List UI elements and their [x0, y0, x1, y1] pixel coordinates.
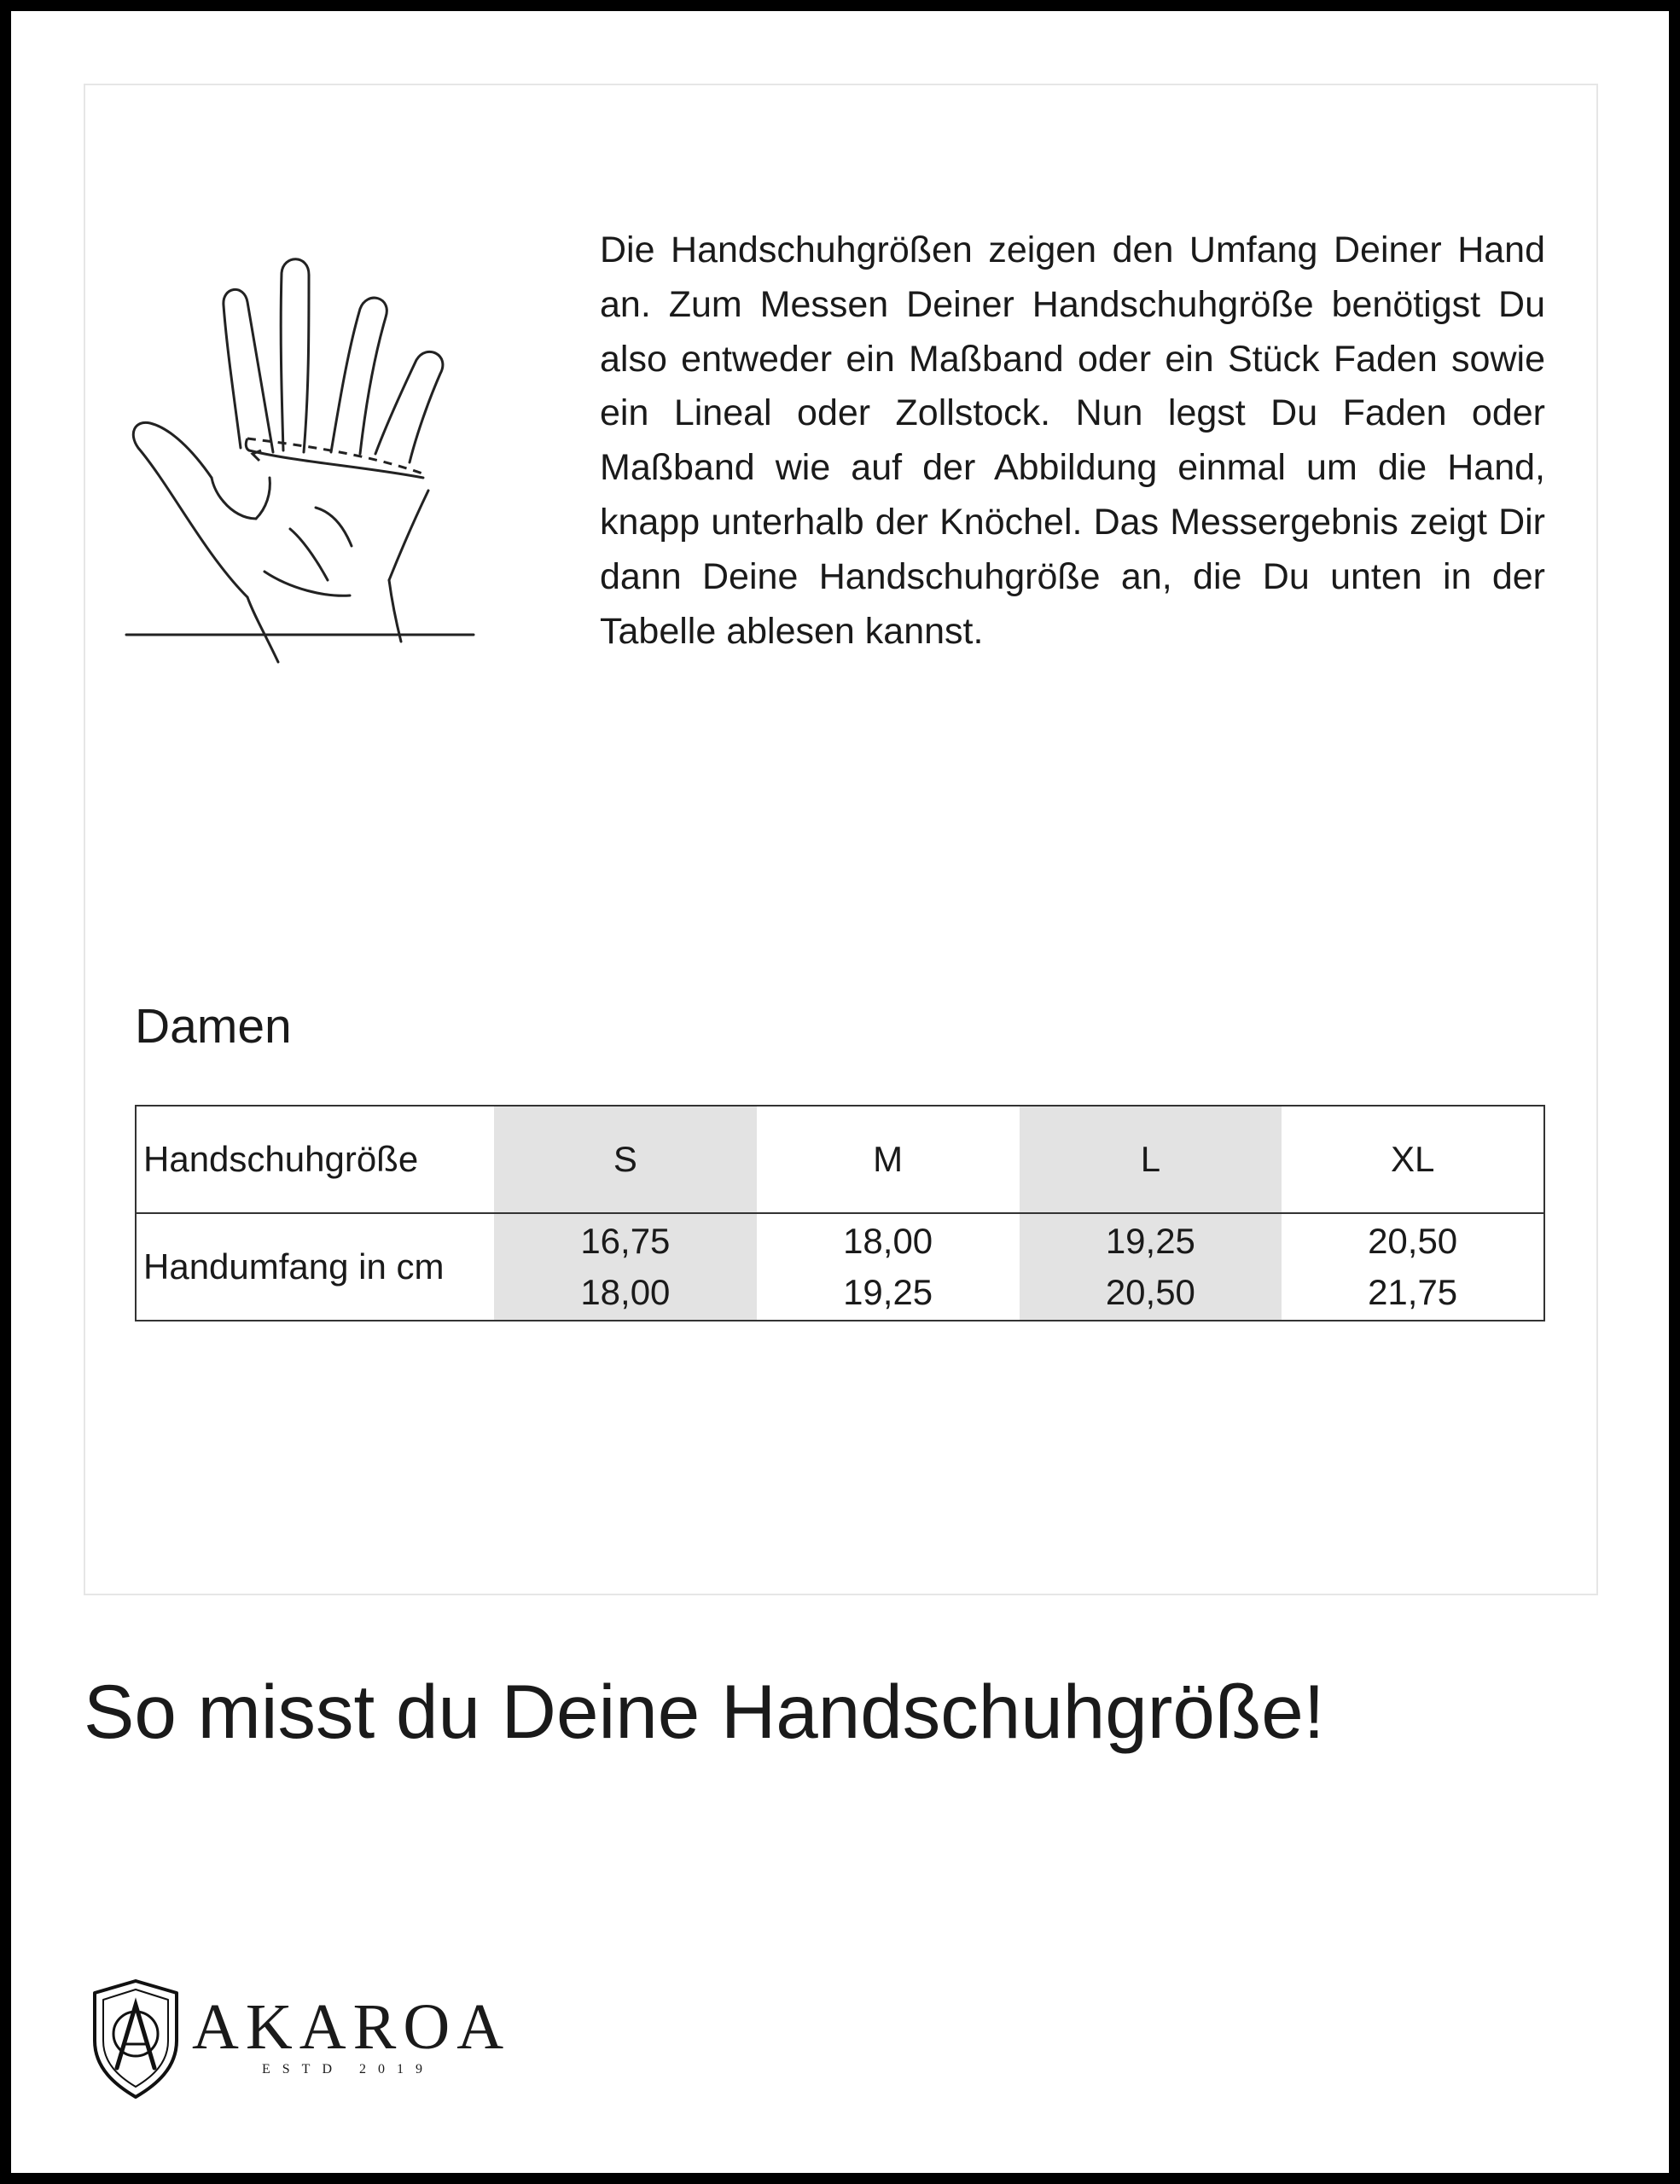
range-min: 20,50: [1368, 1221, 1458, 1261]
brand-estd: ESTD 2019: [262, 2062, 434, 2077]
size-cell: S: [494, 1106, 757, 1213]
section-title: Damen: [135, 999, 292, 1054]
size-table: [135, 1105, 1545, 1321]
range-min: 18,00: [843, 1221, 933, 1261]
size-cell: L: [1020, 1106, 1282, 1213]
headline: So misst du Deine Handschuhgröße!: [84, 1669, 1325, 1754]
brand-name: AKAROA: [192, 1991, 511, 2063]
table-row: [136, 1213, 1544, 1321]
size-cell: M: [757, 1106, 1020, 1213]
range-max: 19,25: [843, 1272, 933, 1312]
range-cell: [1020, 1213, 1282, 1321]
row-label: Handumfang in cm: [143, 1246, 445, 1287]
range-min: 19,25: [1105, 1221, 1195, 1261]
range-cell: [494, 1213, 757, 1321]
range-max: 18,00: [580, 1272, 671, 1312]
size-cell: XL: [1282, 1106, 1544, 1213]
table-row: [136, 1106, 1544, 1213]
row-label: Handschuhgröße: [136, 1106, 494, 1213]
range-cell: [1282, 1213, 1544, 1321]
range-max: 21,75: [1368, 1272, 1458, 1312]
intro-text: Die Handschuhgrößen zeigen den Umfang Deiner Hand an. Zum Messen Deiner Handschuhgröße benötigst Du also entweder ein Maßband oder ein Stück Faden sowie ein Lineal oder Zollstock. Nun legst Du Faden oder Maßband wie auf der Abbildung einmal um die Hand, knapp unterhalb der Knöchel. Das Messergebnis zeigt Dir dann Deine Handschuhgröße an, die Du unten in der Tabelle ablesen kannst.: [600, 229, 1545, 652]
range-max: 20,50: [1105, 1272, 1195, 1312]
range-cell: [757, 1213, 1020, 1321]
hand-measure-icon: [119, 230, 486, 674]
range-min: 16,75: [580, 1221, 671, 1261]
